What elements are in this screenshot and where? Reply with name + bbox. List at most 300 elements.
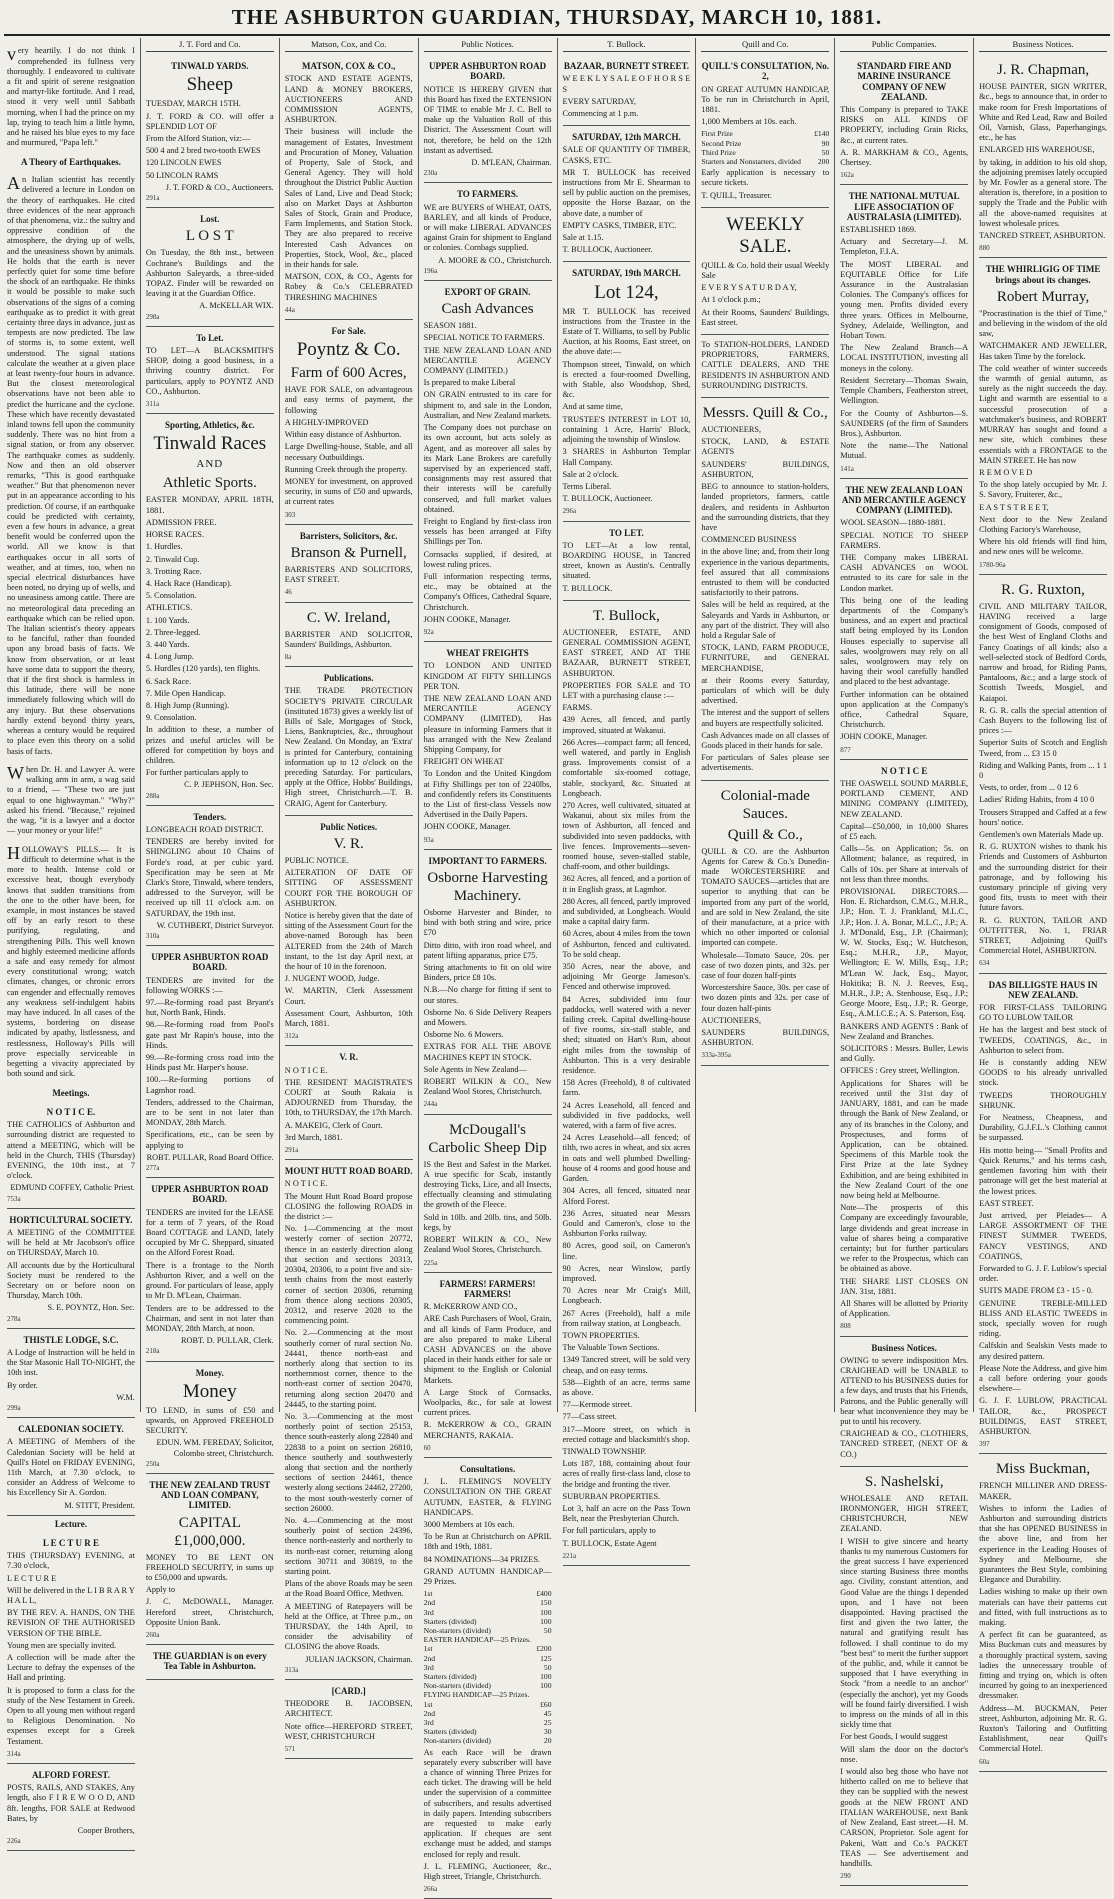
ad-signature: A. MOORE & CO., Christchurch. (438, 255, 552, 265)
ad-line: Where his old friends will find him, and new ones will be welcome. (979, 537, 1107, 557)
ad-line: Specifications, etc., can be seen by applying to (145, 1130, 274, 1150)
ad-line: 4. Hack Race (Handicap). (145, 578, 232, 588)
ad-title: FARMERS! FARMERS! FARMERS! (439, 1278, 536, 1299)
ad-reference-number: 260a (145, 1630, 160, 1639)
ad-signature: W. CUTHBERT, District Surveyor. (156, 920, 274, 930)
ad-line: TINWALD TOWNSHIP. (562, 1446, 647, 1456)
prize-row (424, 1654, 552, 1663)
ad-line: 1. Hurdles. (145, 542, 183, 552)
ad-line: A perfect fit can be guaranteed, as Miss Buckman cuts and measures by a thoroughly practical system, saving ladies the unnecessary trouble of fitting and trying on, which is often incurred by going to an inexperienced dressmaker. (979, 1630, 1107, 1701)
ad-line: At 1 o'clock p.m.; (701, 295, 761, 305)
advertisement (146, 806, 274, 946)
column-7 (834, 38, 973, 1881)
ad-line: TWEEDS THOROUGHLY SHRUNK. (979, 1090, 1107, 1110)
ad-line: SAUNDERS BUILDINGS, ASHBURTON. (701, 1028, 830, 1048)
ad-line: 317—Moore street, on which is erected cottage and blacksmith's shop. (562, 1424, 691, 1444)
ad-reference-number: 310a (145, 932, 160, 940)
ad-title: Lost. (200, 214, 220, 225)
ad-line: A Lodge of Instruction will be held in the Star Masonic Hall TO-NIGHT, the 10th inst. (7, 1347, 135, 1378)
prize-label: 1st (423, 1644, 433, 1654)
advertisement (285, 320, 413, 525)
ad-line: R E M O V E D (979, 467, 1033, 477)
advertisement (840, 1337, 968, 1467)
ad-line: Sale at 1.15. (562, 233, 604, 243)
ad-line: A MEETING of the COMMITTEE will be held at Mr Jacobson's office on THURSDAY, March 10. (7, 1227, 135, 1258)
ad-line: Tenders, addressed to the Chairman, are to be sent in not later than MONDAY, 28th March. (145, 1097, 274, 1128)
ad-title: UPPER ASHBURTON ROAD BOARD. (151, 1184, 269, 1205)
ad-title: Publications. (323, 673, 374, 684)
ad-signature: C. P. JEPHSON, Hon. Sec. (184, 780, 274, 790)
prize-amount: 30 (543, 1727, 552, 1737)
ad-reference-number: 196a (423, 266, 438, 275)
ad-reference-number: 311a (145, 400, 160, 409)
ad-line: TENDERS are invited for the LEASE for a term of 7 years, of the Road Board COTTAGE and LAND, lately occupied by Mr C. Sheppard, situated on the Alford Forest Road. (145, 1207, 274, 1258)
ad-line: Wishes to inform the Ladies of Ashburton and surrounding districts that she has OPENED BUSINESS in the above line, and from her experience in the Leading Houses of Sydney and Melbourne, she guarantees the Best Style, combining Elegance and Durability. (979, 1503, 1107, 1585)
ad-line: This being one of the leading departments of the Company's business, and an expert and practical staff being employed by its London Houses especially to supervise all sales, woolgrowers may rely on all sales, woolgrowers may rely on having their wool carefully handled and placed to the best advantage. (840, 595, 969, 687)
prize-label: Non-starters (divided) (423, 1736, 491, 1746)
column-8 (973, 38, 1112, 1766)
ad-line: It is proposed to form a class for the study of the New Testament in Greek. Open to all young men without regard to Religious Denomination. No expenses except for a Greek Testament. (7, 1685, 135, 1746)
prize-row (424, 1727, 552, 1736)
prize-amount: 45 (543, 1708, 552, 1718)
article-paragraph: An Italian scientist has recently delivered a lecture in London on the theory of earthquakes. He cited three evidences of the near approach of that phenomena, viz.: the sultry and oppressive condition of the atmosphere, the drying up of wells, and the uneasiness shown by animals. He holds that the earth is never perfectly quiet for some time before the shock of an earthquake. He thinks it would be possible to make such observations of the signs of a coming earthquake as to predict it with great certainty three days in advance, just as tempests are now predicted. The law of storms is, to some extent, well understood. The signal stations calculate the weather at a given place at least twenty-four hours in advance. But the closest meteorological observations have not been able to predict the hurricane and the cyclone. These which have recently devastated inland towns fell upon the community suddenly. There was no hint from a signal station, or from any observer. The earthquake comes as suddenly. Now and then an old observer remarks, "This is good earthquake weather." But that phenomenon never put in an appearance according to his prediction. Of course, if an earthquake could be predicted with certainty, even a few hours in advance, a great benefit would be conferred upon the world. All we know is that earthquakes occur in all sorts of weather, and at times, too, when no special electrical disturbances have been noted, no drying up of wells, and no uneasiness among cattle. There are no meteorological data preceding an earthquake which can be relied upon. The Italian scientist's theory appears to be fanciful, rather than founded upon any broad basis of facts. We know from observation, or at least have some data to support the theory, that if the first shock is harmless in this latitude, there will be none immediately following which will do any injury. But these observations hardly extend beyond thirty years, whereas a century would be required to place even this theory on a solid basis of facts. (7, 173, 135, 756)
prize-row (424, 1690, 552, 1699)
ad-reference-number: 290 (840, 1872, 851, 1881)
masthead-title: THE ASHBURTON GUARDIAN, (231, 5, 562, 29)
ad-line: Just arrived, per Pleiades— A LARGE ASSORTMENT OF THE FINEST SUMMER TWEEDS, FANCY VESTINGS, AND COATINGS, (979, 1210, 1107, 1261)
ad-line: THE TRADE PROTECTION SOCIETY'S PRIVATE CIRCULAR (instituted 1873) gives a weekly list of Bills of Sale, Mortgages of Stock, Liens, Bankruptcies, &c., throughout New Zealand. On Monday, an 'Extra' is printed for Canterbury, containing information up to 12 o'clock on the preceding Saturday. For particulars, apply at the Office, Hobbs' Buildings, High street, Christchurch.—T. B. CRAIG, Agent for Canterbury. (284, 686, 413, 808)
prize-label: Second Prize (701, 138, 742, 148)
prize-amount (536, 1690, 552, 1699)
ad-line: W E E K L Y S A L E O F H O R S E S (562, 74, 691, 94)
ad-line: in the above line; and, from their long experience in the various departments, feel assured that all commissions entrusted to them will be conducted satisfactorily to their patrons. (701, 547, 830, 598)
ad-reference-number: 278a (7, 1314, 21, 1323)
advertisement (840, 185, 968, 478)
ad-line: To the shop lately occupied by Mr. J. S. Savory, Fruiterer, &c., (979, 480, 1107, 500)
ad-line: 3 SHARES in Ashburton Templar Hall Company. (562, 447, 691, 467)
ad-reference-number: 46 (284, 588, 292, 597)
ad-line: 538—Eighth of an acre, terms same as above. (562, 1377, 691, 1397)
ad-signature: S. E. POYNTZ, Hon. Sec. (47, 1303, 135, 1313)
ad-line: No. 2.—Commencing at the most southerly corner of rural section No. 24441, thence north-east and northerly along that section to its northernmost corner, thence to the north-east corner of section 20470, returning along section 20470 and 24445, to the starting point. (284, 1328, 413, 1409)
ad-line: The Mount Hutt Road Board propose CLOSING the following ROADS in the district :— (284, 1191, 413, 1222)
section-heading: Meetings. (52, 1087, 90, 1098)
ad-display-text: C. W. Ireland, (306, 609, 391, 626)
ad-line: Lot 3, half an acre on the Pass Town Belt, near the Presbyterian Church. (562, 1503, 691, 1524)
ad-line: Resident Secretary—Thomas Swain, Temple Chambers, Featherston street, Wellington. (840, 375, 969, 406)
ad-line: Forwarded to G. J. F. Lublow's special order. (979, 1263, 1107, 1284)
ad-line: THE NEW ZEALAND LOAN AND MERCANTILE AGENCY COMPANY (LIMITED.) (423, 345, 552, 376)
ad-line: 3. Trotting Race. (145, 566, 202, 576)
ad-display-text: T. Bullock, (593, 607, 660, 624)
advertisement (424, 281, 552, 642)
prize-row (424, 1700, 552, 1709)
advertisement (979, 55, 1107, 258)
prize-amount: 200 (817, 157, 830, 167)
ad-reference-number: 877 (840, 745, 851, 754)
ad-reference-number: 333a-395a (701, 1051, 731, 1060)
ad-line: Capital—£50,000, in 10,000 Shares of £5 each. (840, 821, 969, 842)
ad-line: Sales will be held as required, at the Saleyards and Yards in Ashburton, or any part of the district. They will also hold a Regular Sale of (701, 600, 830, 640)
ad-line: Osborne No. 6 Mowers. (423, 1030, 504, 1040)
ad-title: WHEAT FREIGHTS (446, 648, 529, 659)
advertisement (424, 850, 552, 1115)
prize-amount: 100 (540, 1616, 552, 1626)
ad-line: For best Goods, I would suggest (840, 1732, 948, 1742)
prize-label: First Prize (701, 129, 733, 139)
ad-line: N O T I C E. (284, 1065, 328, 1075)
ad-title: TINWALD YARDS. (171, 61, 249, 72)
column-header: Matson, Cox, and Co. (285, 38, 413, 52)
ad-line: A. MAKEIG, Clerk of Court. (284, 1120, 383, 1130)
ad-line: THEODORE B. JACOBSEN, ARCHITECT. (284, 1699, 413, 1719)
ad-line: On Tuesday, the 8th inst., between Cochrane's Buildings and the Ashburton Saleyards, a three-sided TOPAZ. Finder will be rewarded on leaving it at the Guardian Office. (145, 248, 274, 299)
ad-line: Vests, to order, from ... 0 12 6 (979, 783, 1078, 793)
prize-amount: 50 (821, 147, 830, 157)
prize-amount: 90 (821, 138, 830, 148)
ad-line: Further information can be obtained upon application at the Company's office, Cathedral Square, Christchurch. (840, 689, 969, 730)
ad-line: BANKERS AND AGENTS : Bank of New Zealand and Branches. (840, 1021, 969, 1041)
ad-line: All Shares will be allotted by Priority of Application. (840, 1298, 969, 1319)
ad-title: TO FARMERS. (456, 189, 519, 200)
ad-line: JOHN COOKE, Manager. (840, 732, 928, 742)
advertisement (840, 1467, 968, 1887)
ad-reference-number: 753a (7, 1194, 21, 1203)
ad-display-text: Cash Advances (441, 301, 534, 318)
advertisement (146, 55, 274, 208)
ad-line: 1. 100 Yards. (145, 615, 190, 625)
ad-line: 2. Three-legged. (145, 627, 201, 637)
ad-title: EXPORT OF GRAIN. (444, 287, 531, 298)
ad-line: J. C. McDOWALL, Manager. Hereford street, Christchurch, Opposite Union Bank. (145, 1597, 274, 1627)
section-heading: A Theory of Earthquakes. (21, 156, 121, 167)
ad-line: I WISH to give sincere and hearty thanks to my numerous Customers for the great success I have experienced since starting Business three months ago. Civility, constant attention, and Good Value are the things I depended upon, and I have not been disappointed. Having practised the first and given the two latter, the natural and gratifying result has followed. I shall continue to do my "best best" to merit the further support of the public, and, while it cannot be supposed that I have everything in Stock "from a needle to an anchor" (especially the anchor), yet my Goods will be found fairly diversified. I wish to impress on the minds of all in this sickly time that (840, 1536, 969, 1730)
ad-line: 3. 440 Yards. (145, 639, 190, 649)
prize-table (701, 129, 829, 166)
ad-line: TRUSTEE'S INTEREST in LOT 10, containing 1 Acre, Harris' Block, adjoining the township of Winslow. (562, 414, 691, 445)
ad-line: FARMS. (562, 703, 593, 713)
ad-line: Tenders are to be addressed to the Chairman, and sent in not later than MONDAY, 28th March, at noon. (145, 1303, 274, 1333)
ad-title: L E C T U R E (42, 1538, 100, 1548)
ad-display-text: CAPITAL £1,000,000. (174, 1514, 246, 1549)
ad-line: 99.—Re-forming cross road into the Hinds past Mr. Harper's house. (145, 1053, 274, 1073)
advertisement (424, 1115, 552, 1273)
ad-line: Freight to England by first-class iron vessels has been arranged at Fifty Shillings per Ton. (423, 516, 552, 547)
ad-line: STOCK AND ESTATE AGENTS, LAND & MONEY BROKERS, AUCTIONEERS AND COMMISSION AGENTS, ASHBURTON. (284, 74, 413, 125)
ad-line: HOUSE PAINTER, SIGN WRITER, &c., begs to announce that, in order to make room for Fresh Importations of White and Red Lead, Raw and Boiled Oil, Varnish, Glass, Paperhangings, etc., he has (979, 82, 1107, 143)
ad-line: R. McKERROW AND CO., (423, 1302, 518, 1312)
ad-line: I would also beg those who have not hitherto called on me to believe that they can be supplied with the newest goods at the NEW FRONT AND ITALIAN WAREHOUSE, next Bank of New Zealand, East street.—H. M. CARSON, Proprietor. Sole agent for Pakeni, Watt and Co.'s PACKET TEAS — See advertisement and handbills. (840, 1767, 969, 1868)
prize-label: Non-starters (divided) (423, 1626, 491, 1635)
ad-line: 304 Acres, all fenced, situated near Alford Forest. (562, 1186, 691, 1206)
prize-label: Starters (divided) (423, 1616, 477, 1626)
advertisement (979, 1454, 1107, 1771)
ad-signature: ROBT. D. PULLAR, Clerk. (181, 1336, 274, 1346)
ad-display-text: S. Nashelski, (864, 1473, 944, 1490)
ad-line: SAUNDERS' BUILDINGS, ASHBURTON, (701, 459, 830, 479)
advertisement (979, 258, 1107, 574)
ad-line: Superior Suits of Scotch and English Tweed, from ... £3 15 0 (979, 738, 1107, 758)
ad-line: BEG to announce to station-holders, landed proprietors, farmers, cattle dealers, and residents in Ashburton and the surrounding districts, that they have (701, 482, 830, 532)
ad-line: TO LEND, in sums of £50 and upwards, on Approved FREEHOLD SECURITY. (145, 1405, 274, 1436)
ad-line: TANCRED STREET, ASHBURTON. (979, 231, 1106, 241)
ad-line: THE SHARE LIST CLOSES ON JAN. 31st, 1881. (840, 1276, 969, 1296)
ad-reference-number: 314a (7, 1749, 21, 1758)
ad-line: Worcestershire Sauce, 30s. per case of two dozen pints and 32s. per case of four dozen half-pints (701, 983, 830, 1013)
ad-title: For Sale. (331, 326, 366, 337)
ad-line: To be Run at Christchurch on APRIL 18th and 19th, 1881. (423, 1532, 552, 1552)
ad-line: AUCTIONEERS, (701, 425, 762, 435)
prize-label: Starters and Nonstarters, divided (701, 157, 801, 167)
ad-line: Address—M. BUCKMAN, Peter street, Ashburton, adjoining Mr. R. G. Ruxton's Tailoring and Outfitting Establishment, near Quill's Commercial Hotel. (979, 1703, 1107, 1754)
ad-line: Ladies' Riding Habits, from 4 10 0 (979, 795, 1095, 805)
ad-signature: Cooper Brothers, (77, 1826, 135, 1836)
ad-line: J. NUGENT WOOD, Judge. (284, 974, 380, 984)
ad-line: Apply to (145, 1585, 176, 1595)
ad-line: J. L. FLEMING, Auctioneer, &c., High street, Triangle, Christchurch. (423, 1861, 552, 1882)
ad-line: The interest and the support of sellers and buyers are respectfully solicited. (701, 708, 830, 728)
ad-line: SALE OF QUANTITY OF TIMBER, CASKS, ETC. (562, 145, 691, 165)
ad-reference-number: 244a (423, 1100, 438, 1109)
ad-line: THIS (THURSDAY) EVENING, at 7.30 o'clock, (7, 1551, 135, 1571)
ad-title: THE GUARDIAN is on every Tea Table in Ashburton. (152, 1651, 267, 1672)
ad-line: 50 LINCOLN RAMS (145, 170, 219, 180)
ad-reference-number: 44a (284, 305, 295, 314)
ad-line: ENLARGED HIS WAREHOUSE, (979, 145, 1095, 155)
advertisement (146, 1474, 274, 1645)
ad-line: T. BULLOCK, Auctioneer. (562, 245, 653, 255)
ad-line: 6. Sack Race. (145, 676, 192, 686)
ad-line: IS the Best and Safest in the Market. A true specific for Scab, instantly destroying Ticks, Lice, and all Insects, effectually cleansing and stimulating the growth of the Fleece. (423, 1159, 552, 1210)
prize-label: 2nd (423, 1708, 436, 1718)
ad-display-text: Farm of 600 Acres, (290, 365, 407, 382)
ad-line: T. BULLOCK. (562, 583, 613, 593)
ad-line: Commencing at 1 p.m. (562, 109, 639, 119)
ad-title: Business Notices. (871, 1342, 937, 1353)
ad-reference-number: 250a (145, 1459, 160, 1468)
ad-line: A Large Stock of Cornsacks, Woolpacks, &c., for sale at lowest current prices. (423, 1387, 552, 1418)
ad-display-text: Branson & Purnell, (290, 544, 407, 561)
ad-line: BARRISTER AND SOLICITOR, Saunders' Buildings, Ashburton. (284, 629, 413, 649)
column-1 (2, 38, 140, 1846)
ad-title: Money. (195, 1367, 224, 1378)
ad-reference-number: 277a (145, 1164, 160, 1173)
ad-line: QUILL & Co. hold their usual Weekly Sale (701, 260, 830, 281)
ad-line: String attachments to fit on old wire Binders, price £8 10s. (423, 963, 552, 983)
ad-line: 90 Acres, near Winslow, partly improved. (562, 1263, 691, 1283)
column-header: Public Companies. (840, 38, 968, 52)
ad-title: V. R. (339, 1052, 358, 1063)
ad-line: No. 4.—Commencing at the most southerly point of section 24396, thence north-easterly and northerly to its north-east corner, returning along sections 30711 and 30819, to the starting point. (284, 1515, 413, 1576)
ad-line: 77—Kermode street. (562, 1400, 633, 1410)
ad-signature: W.M. (116, 1392, 135, 1402)
section-heading: Lecture. (54, 1518, 87, 1529)
ad-line: R. McKERROW & CO., GRAIN MERCHANTS, RAKAIA. (423, 1420, 552, 1440)
column-header: J. T. Ford and Co. (146, 38, 274, 52)
ad-title: TO LET. (609, 527, 644, 538)
column-2 (140, 38, 279, 1672)
ad-line: PUBLIC NOTICE. (284, 855, 349, 865)
prize-amount: 50 (543, 1662, 552, 1672)
ad-line: ATHLETICS. (145, 603, 193, 613)
ad-reference-number: 60a (979, 1757, 990, 1766)
ad-line: The Valuable Town Sections. (562, 1343, 660, 1353)
ad-line: A MEETING of Members of the Caledonian Society will be held at Quill's Hotel on FRIDAY EVENING, 11th March, at 7.30 o'clock, to consider an Address of Welcome to his Excellency Sir A. Gordon. (7, 1437, 135, 1498)
ad-display-text: Messrs. Quill & Co., (702, 405, 828, 422)
prize-label: Starters (divided) (423, 1672, 477, 1682)
ad-line: For particulars of Sales please see advertisements. (701, 753, 830, 773)
ad-display-text: R. G. Ruxton, (1001, 581, 1085, 598)
ad-line: JOHN COOKE, Manager. (423, 614, 511, 624)
ad-line: Will be delivered in the L I B R A R Y H A L L, (7, 1585, 135, 1606)
ad-display-text: L O S T (185, 228, 234, 245)
prize-row (701, 148, 829, 157)
ad-line: TUESDAY, MARCH 15TH. (145, 99, 241, 109)
prize-label: 3rd (423, 1718, 434, 1728)
ad-line: 158 Acres (Freehold), 8 of cultivated farm. (562, 1078, 691, 1098)
ad-line: OWING to severe indisposition Mrs. CRAIGHEAD will be UNABLE to ATTEND to his BUSINESS duties for a few days, and trusts that his Friends, Patrons, and the Public generally will bear what inconvenience they may be put to until his recovery. (840, 1355, 969, 1426)
ad-line: THE NEW ZEALAND LOAN AND MERCANTILE AGENCY COMPANY (LIMITED), Has pleasure in informing Farmers that it has arranged with the New Zealand Shipping Company, for (423, 693, 552, 754)
prize-row (701, 139, 829, 148)
ad-display-text: Poyntz & Co. (296, 339, 401, 361)
ad-title: BAZAAR, BURNETT STREET. (563, 61, 690, 72)
advertisement (285, 1680, 413, 1759)
ad-display-text: Osborne Harvesting Machinery. (427, 870, 548, 905)
ad-line: Sole Agents in New Zealand— (423, 1064, 527, 1074)
prize-label: EASTER HANDICAP—25 Prizes. (423, 1635, 531, 1645)
ad-line: FREIGHT ON WHEAT (423, 757, 504, 767)
column-header: Quill and Co. (701, 38, 829, 52)
ad-line: SPECIAL NOTICE TO SHEEP FARMERS. (840, 530, 969, 550)
ad-reference-number: 230a (423, 169, 438, 178)
ad-line: E A S T S T R E E T, (979, 502, 1049, 512)
prize-row (424, 1672, 552, 1681)
ad-display-text: WEEKLY SALE. (726, 213, 805, 257)
ad-title: Barristers, Solicitors, &c. (299, 530, 398, 541)
prize-label: 2nd (423, 1653, 436, 1663)
column-header: Business Notices. (979, 38, 1107, 52)
ad-line: EAST STREET. (979, 1198, 1034, 1208)
ad-line: 70 Acres near Mr Craig's Mill, Longbeach. (562, 1286, 691, 1306)
ad-line: A HIGHLY-IMPROVED (284, 417, 369, 427)
ad-line: J. L. FLEMING'S NOVELTY CONSULTATION ON THE GREAT AUTUMN, EASTER, & FLYING HANDICAPS. (423, 1477, 552, 1517)
advertisement (285, 1046, 413, 1160)
ad-line: N O T I C E. (284, 1179, 328, 1189)
ad-line: For further particulars apply to (145, 768, 249, 778)
ad-line: by taking, in addition to his old shop, the adjoining premises lately occupied by Mr. Fowler as a general store. The alteration is, therefore, in a position to supply the Trade and the Public with all the above-named requisites at lowest wholesale prices. (979, 157, 1107, 228)
ad-title: ALFORD FOREST. (32, 1770, 110, 1781)
advertisement (701, 335, 829, 398)
prize-amount: £200 (536, 1644, 552, 1654)
ad-line: STOCK, LAND, & ESTATE AGENTS (701, 437, 830, 457)
ad-display-text: Miss Buckman, (995, 1461, 1091, 1478)
ad-line: Gentlemen's own Materials Made up. (979, 830, 1104, 839)
ad-line: 100.—Re-forming portions of Lagmhor road. (145, 1075, 274, 1095)
ad-line: And at same time, (562, 402, 623, 412)
ad-title: DAS BILLIGSTE HAUS IN NEW ZEALAND. (988, 979, 1098, 1000)
ad-line: Note office—HEREFORD STREET, WEST, CHRISTCHURCH (284, 1721, 413, 1741)
ad-line: THE CATHOLICS of Ashburton and surrounding district are requested to attend a MEETING, which will be held in the Church, THIS (Thursday) EVENING, the 10th inst., at 7 o'clock. (7, 1120, 135, 1181)
ad-line: As each Race will be drawn separately every subscriber will have a chance of winning Three Prizes for each ticket. The drawing will be held under the supervision of a committee of subscribers, and results advertised in daily papers. Intending subscribers are requested to make early application. If cheques are sent exchange must be added, and stamps enclosed for reply and result. (423, 1747, 552, 1859)
ad-line: ARE Cash Purchasers of Wool, Grain, and all kinds of Farm Produce, and are also prepared to make Liberal CASH ADVANCES on the above placed in their hands either for sale or shipment to the English or Colonial Markets. (423, 1314, 552, 1385)
ad-signature: JULIAN JACKSON, Chairman. (305, 1654, 413, 1664)
ad-title: QUILL'S CONSULTATION, No. 2, (701, 61, 829, 82)
advertisement (146, 1362, 274, 1474)
ad-line: SOLICITORS : Messrs. Buller, Lewis and Gully. (840, 1044, 969, 1064)
prize-amount: £400 (536, 1589, 552, 1599)
ad-line: SEASON 1881. (423, 321, 477, 331)
ad-line: LONGBEACH ROAD DISTRICT. (145, 824, 264, 834)
ad-display-text: Quill & Co., (727, 826, 803, 843)
ad-title: STANDARD FIRE AND MARINE INSURANCE COMPANY OF NEW ZEALAND. (857, 61, 952, 102)
ad-display-text: Sheep (186, 74, 234, 96)
ad-line: Sale at 2 o'clock. (562, 469, 619, 479)
ad-reference-number: 291a (145, 194, 160, 203)
ad-line: Please Note the Address, and give him a call before ordering your goods elsewhere— (979, 1363, 1108, 1394)
ad-line: JOHN COOKE, Manager. (423, 822, 511, 832)
ad-line: 9. Consolation. (145, 713, 197, 723)
ad-line: Calls—5s. on Application; 5s. on Allotment; balance, as required, in Calls of 10s. per Share at intervals of not less than three months. (840, 844, 969, 884)
ad-line: A. R. MARKHAM & CO., Agents, Chertsey. (840, 147, 969, 168)
ad-display-text: V. R. (333, 835, 364, 852)
column-header: Public Notices. (424, 38, 552, 52)
advertisement (7, 1764, 135, 1851)
ad-title: [CARD.] (331, 1686, 366, 1697)
ad-line: ADMISSION FREE. (145, 517, 217, 527)
ad-title: Tenders. (193, 811, 227, 822)
ad-line: There is a frontage to the North Ashburton River, and a well on the ground. For particulars of lease, apply to Mr D. M'Lean, Chairman. (145, 1260, 274, 1301)
ad-line: 120 LINCOLN EWES (145, 158, 222, 168)
ad-line: 7. Mile Open Handicap. (145, 688, 226, 698)
ad-line: Lots 187, 188, containing about four acres of really first-class land, close to the bridge and fronting the river. (562, 1459, 691, 1489)
ad-title: THE NATIONAL MUTUAL LIFE ASSOCIATION OF AUSTRALASIA (LIMITED). (846, 191, 962, 222)
masthead (0, 0, 1114, 34)
ad-line: N.B.—No charge for fitting if sent to our stores. (423, 985, 552, 1005)
ad-line: Cornsacks supplied, if desired, at lowest ruling prices. (423, 549, 552, 569)
ad-line: Thompson street, Tinwald, on which is erected a four-roomed Dwelling, with Stable, also Woodshop, Shed, &c. (562, 359, 691, 400)
ad-display-text: Robert Murray, (996, 288, 1090, 305)
ad-line: 84 NOMINATIONS—34 PRIZES. (423, 1554, 541, 1564)
ad-display-text: Tinwald Races (153, 433, 267, 455)
ad-line: BY THE REV. A. HANDS, ON THE REVISION OF THE AUTHORISED VERSION OF THE BIBLE. (7, 1608, 135, 1638)
ad-line: TO LET—A BLACKSMITH'S SHOP, doing a good business, in a thriving country district. For particulars, apply to POYNTZ AND CO., Ashburton. (145, 346, 274, 396)
ad-line: 3rd March, 1881. (284, 1132, 343, 1142)
advertisement (563, 601, 691, 1566)
prize-row (424, 1709, 552, 1718)
prize-amount: 20 (543, 1736, 552, 1746)
ad-line: He has the largest and best stock of TWEEDS, COATINGS, &c., in Ashburton to select from. (979, 1025, 1107, 1055)
prize-amount: 100 (540, 1672, 552, 1682)
ad-line: HAVE FOR SALE, on advantageous and easy terms of payment, the following (284, 385, 413, 415)
ad-line: Ditto ditto, with iron road wheel, and patent lifting apparatus, price £75. (423, 940, 552, 960)
ad-line: CIVIL AND MILITARY TAILOR, HAVING received a large consignment of Goods, composed of the best West of England Cloths and Fancy Coatings of all kinds; also a well-selected stock of Bedford Cords, narrow and broad, for Riding Pants, Pantaloons, &c.; and a large stock of Scottish Tweeds, Mosgiel, and Kaiapoi. (979, 601, 1107, 703)
ad-line: Notice is hereby given that the date of sitting of the Assessment Court for the above-named Borough has been ALTERED from the 24th of March instant, to the 1st day April next, at the hour of 10 in the forenoon. (284, 911, 413, 972)
ad-line: For full particulars, apply to (562, 1526, 656, 1536)
prize-amount: 100 (540, 1607, 552, 1617)
prize-amount: 125 (540, 1653, 552, 1663)
ad-line: Trousers Strapped and Caffed at a few hours' notice. (979, 807, 1107, 827)
prize-row (701, 157, 829, 166)
ad-line: ON GRAIN entrusted to its care for shipment to, and sale in the London, Australian, and New Zealand markets. (423, 390, 552, 420)
ad-line: He is constantly adding NEW GOODS to his already unrivalled stock. (979, 1058, 1107, 1088)
ad-line: The cold weather of winter succeeds the warmth of genial autumn, as surely as the night succeeds the day. Light and warmth are essential to a successful prosecution of a watchmaker's business, and ROBERT MURRAY has sought and found a new site, which combines these essentials with a FRONTAGE to the MAIN STREET. He has now (979, 363, 1107, 465)
ad-line: The MOST LIBERAL and EQUITABLE Office for Life Assurance in the Australasian Colonies. The Company's offices for young men. Profits divided every three years. Offices in Melbourne, Sydney, Adelaide, Wellington, and Hobart Town. (840, 259, 969, 341)
ad-line: T. BULLOCK, Estate Agent (562, 1538, 657, 1548)
advertisement (563, 126, 691, 262)
ad-title: MOUNT HUTT ROAD BOARD. (284, 1166, 413, 1177)
ad-reference-number: 634 (979, 959, 990, 968)
prize-label: Non-starters (divided) (423, 1681, 491, 1691)
